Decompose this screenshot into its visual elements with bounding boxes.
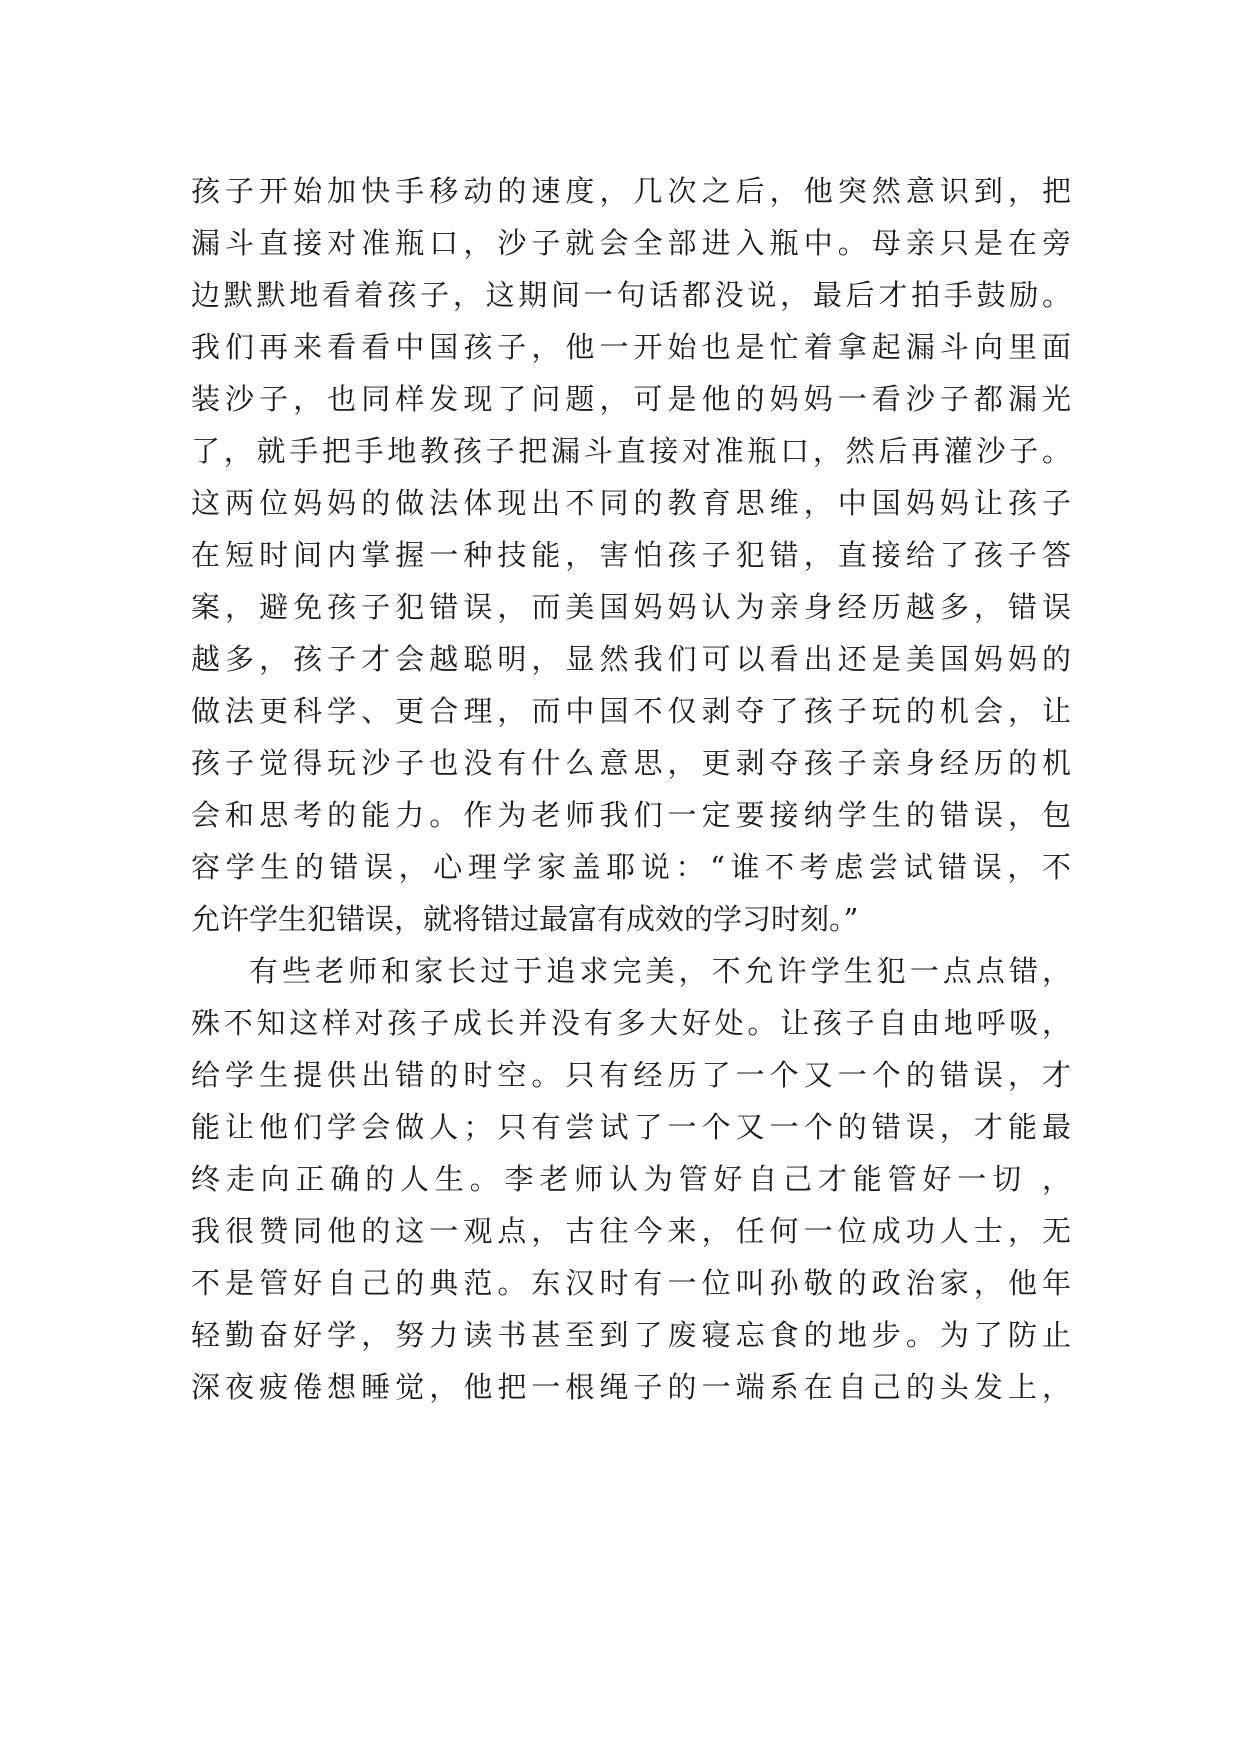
text-line: 殊不知这样对孩子成长并没有多大好处。让孩子自由地呼吸， [191,1006,1071,1040]
text-line: 终走向正确的人生。李老师认为管好自己才能管好一切 ， [191,1162,1071,1196]
text-line: 漏斗直接对准瓶口，沙子就会全部进入瓶中。母亲只是在旁 [191,226,1071,260]
paragraph-first-line: 有些老师和家长过于追求完美，不允许学生犯一点点错， [249,954,1071,988]
text-line: 允许学生犯错误，就将错过最富有成效的学习时刻。” [191,902,859,936]
text-line: 在短时间内掌握一种技能，害怕孩子犯错，直接给了孩子答 [191,538,1071,572]
text-line: 我很赞同他的这一观点，古往今来，任何一位成功人士，无 [191,1214,1071,1248]
text-line: 案，避免孩子犯错误，而美国妈妈认为亲身经历越多，错误 [191,590,1071,624]
text-line: 会和思考的能力。作为老师我们一定要接纳学生的错误，包 [191,798,1071,832]
text-line: 容学生的错误，心理学家盖耶说：“谁不考虑尝试错误，不 [191,850,1071,884]
text-line: 深夜疲倦想睡觉，他把一根绳子的一端系在自己的头发上， [191,1370,1071,1404]
text-line: 越多，孩子才会越聪明，显然我们可以看出还是美国妈妈的 [191,642,1071,676]
body-text [191,165,1071,1413]
text-line: 给学生提供出错的时空。只有经历了一个又一个的错误，才 [191,1058,1071,1092]
text-line: 孩子觉得玩沙子也没有什么意思，更剥夺孩子亲身经历的机 [191,746,1071,780]
text-line: 能让他们学会做人；只有尝试了一个又一个的错误，才能最 [191,1110,1071,1144]
text-line: 我们再来看看中国孩子，他一开始也是忙着拿起漏斗向里面 [191,330,1071,364]
text-line: 这两位妈妈的做法体现出不同的教育思维，中国妈妈让孩子 [191,486,1071,520]
text-line: 孩子开始加快手移动的速度，几次之后，他突然意识到，把 [191,174,1071,208]
text-line: 轻勤奋好学，努力读书甚至到了废寝忘食的地步。为了防止 [191,1318,1071,1352]
text-line: 不是管好自己的典范。东汉时有一位叫孙敬的政治家，他年 [191,1266,1071,1300]
text-line: 做法更科学、更合理，而中国不仅剥夺了孩子玩的机会，让 [191,694,1071,728]
text-line: 了，就手把手地教孩子把漏斗直接对准瓶口，然后再灌沙子。 [191,434,1071,468]
text-line: 边默默地看着孩子，这期间一句话都没说，最后才拍手鼓励。 [191,278,1071,312]
text-line: 装沙子，也同样发现了问题，可是他的妈妈一看沙子都漏光 [191,382,1071,416]
